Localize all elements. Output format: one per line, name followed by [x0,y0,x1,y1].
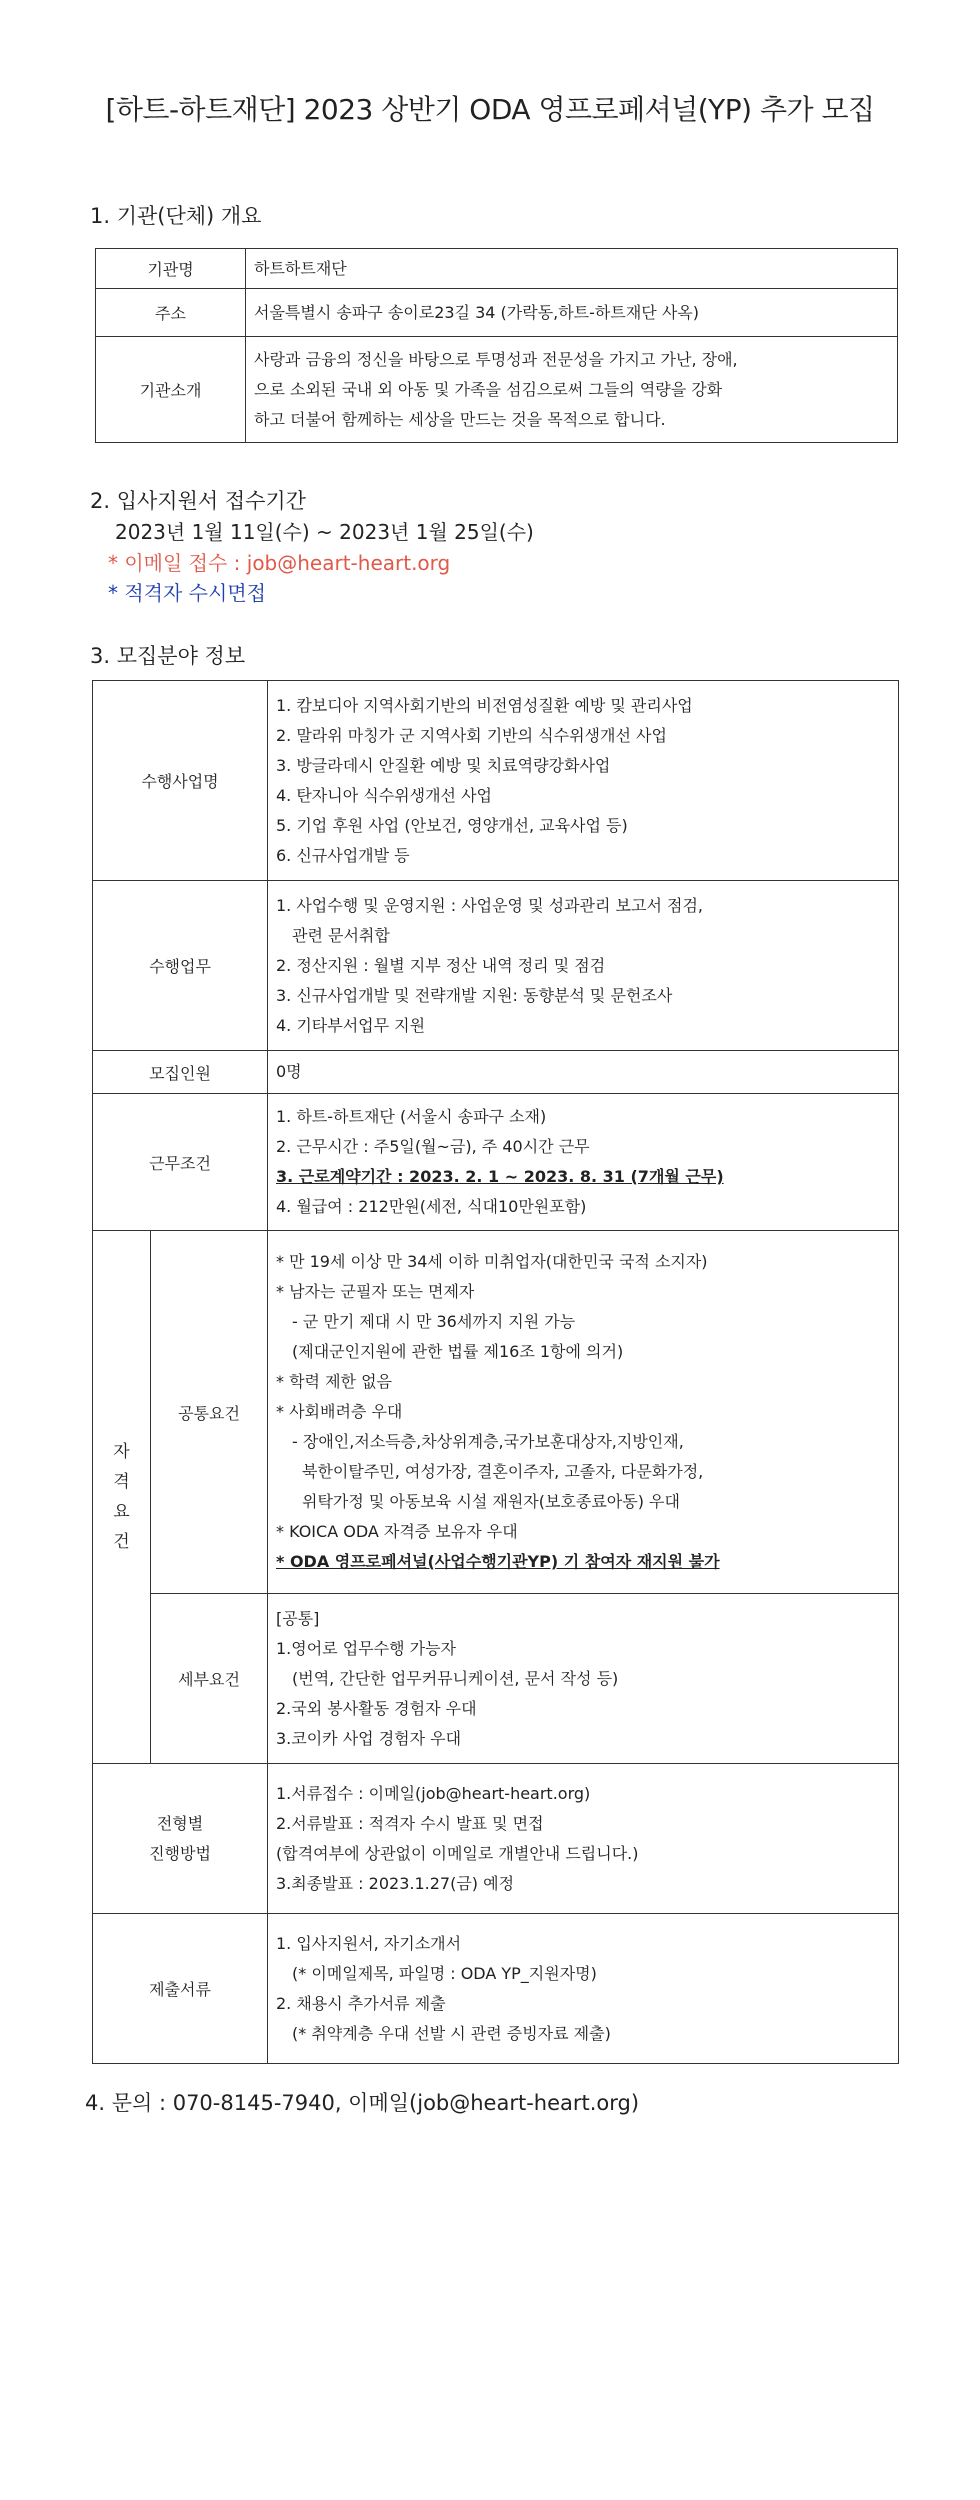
email-application-note: * 이메일 접수 : job@heart-heart.org [108,551,451,575]
org-row-intro [96,337,898,443]
interview-note: * 적격자 수시면접 [108,581,266,605]
org-address-value: 서울특별시 송파구 송이로23길 34 (가락동,하트-하트재단 사옥) [254,302,699,322]
process-label-line: 진행방법 [149,1843,211,1863]
duty-item: 1. 사업수행 및 운영지원 : 사업운영 및 성과관리 보고서 점검, [276,895,704,915]
inquiry-contact: 4. 문의 : 070-8145-7940, 이메일(job@heart-heart.org) [85,2091,640,2115]
detail-requirements-label: 세부요건 [151,1594,268,1764]
section-3-heading: 3. 모집분야 정보 [90,644,246,668]
duties-label: 수행업무 [93,881,268,1051]
organization-table [95,248,898,443]
document-item: (* 이메일제목, 파일명 : ODA YP_지원자명) [292,1963,597,1983]
reapplication-restriction: * ODA 영프로페셔널(사업수행기관YP) 기 참여자 재지원 불가 [276,1552,720,1571]
qualification-char: 자 [113,1442,130,1462]
duties-row [93,881,899,1051]
contract-period: 3. 근로계약기간 : 2023. 2. 1 ~ 2023. 8. 31 (7개월 근무) [276,1167,724,1186]
project-item: 6. 신규사업개발 등 [276,845,410,865]
common-requirement: * KOICA ODA 자격증 보유자 우대 [276,1522,518,1541]
common-requirements-label: 공통요건 [151,1231,268,1594]
recruitment-info-table [92,680,899,2064]
common-requirement: (제대군인지원에 관한 법률 제16조 1항에 의거) [292,1342,624,1361]
common-requirement: 북한이탈주민, 여성가장, 결혼이주자, 고졸자, 다문화가정, [302,1462,704,1481]
detail-requirement: 1.영어로 업무수행 가능자 [276,1638,456,1658]
common-requirement: * 남자는 군필자 또는 면제자 [276,1282,475,1301]
detail-requirement: 2.국외 봉사활동 경험자 우대 [276,1698,477,1718]
org-name-value: 하트하트재단 [254,258,347,278]
document-item: (* 취약계층 우대 선발 시 관련 증빙자료 제출) [292,2023,611,2043]
detail-requirement: 3.코이카 사업 경험자 우대 [276,1728,462,1748]
headcount-row [93,1051,899,1094]
duty-item: 3. 신규사업개발 및 전략개발 지원: 동향분석 및 문헌조사 [276,985,673,1005]
page-title: [하트-하트재단] 2023 상반기 ODA 영프로페셔널(YP) 추가 모집 [105,93,875,126]
common-requirement: * 사회배려층 우대 [276,1402,403,1421]
headcount-label: 모집인원 [93,1051,268,1094]
application-period: 2023년 1월 11일(수) ~ 2023년 1월 25일(수) [115,520,534,544]
org-row-name [96,249,898,289]
project-item: 4. 탄자니아 식수위생개선 사업 [276,785,492,805]
process-step: 1.서류접수 : 이메일(job@heart-heart.org) [276,1783,591,1803]
project-item: 5. 기업 후원 사업 (안보건, 영양개선, 교육사업 등) [276,815,628,835]
process-step: 2.서류발표 : 적격자 수시 발표 및 면접 [276,1813,544,1833]
common-requirement: * 학력 제한 없음 [276,1372,392,1391]
condition-item: 2. 근무시간 : 주5일(월~금), 주 40시간 근무 [276,1137,590,1156]
process-label-line: 전형별 [156,1813,204,1833]
common-requirement: - 군 만기 제대 시 만 36세까지 지원 가능 [292,1312,576,1331]
condition-item: 4. 월급여 : 212만원(세전, 식대10만원포함) [276,1197,587,1216]
org-name-label: 기관명 [96,249,246,289]
document-item: 1. 입사지원서, 자기소개서 [276,1933,462,1953]
headcount-value: 0명 [276,1062,302,1081]
documents-label: 제출서류 [93,1914,268,2064]
duty-item: 2. 정산지원 : 월별 지부 정산 내역 정리 및 점검 [276,955,606,975]
common-requirements-row [93,1231,899,1594]
org-intro-line: 하고 더불어 함께하는 세상을 만드는 것을 목적으로 합니다. [254,409,666,429]
org-address-label: 주소 [96,289,246,337]
common-requirement: - 장애인,저소득층,차상위계층,국가보훈대상자,지방인재, [292,1432,684,1451]
process-label [93,1764,268,1914]
process-step: 3.최종발표 : 2023.1.27(금) 예정 [276,1873,515,1893]
documents-row [93,1914,899,2064]
qualification-label [93,1231,151,1764]
detail-requirement: (번역, 간단한 업무커뮤니케이션, 문서 작성 등) [292,1668,619,1688]
qualification-char: 격 [113,1472,130,1492]
detail-requirement: [공통] [276,1608,320,1628]
org-row-address [96,289,898,337]
qualification-char: 건 [113,1532,130,1552]
condition-item: 1. 하트-하트재단 (서울시 송파구 소재) [276,1107,547,1126]
org-intro-line: 사랑과 금융의 정신을 바탕으로 투명성과 전문성을 가지고 가난, 장애, [254,349,738,369]
process-step: (합격여부에 상관없이 이메일로 개별안내 드립니다.) [276,1843,639,1863]
org-intro-line: 으로 소외된 국내 외 아동 및 가족을 섬김으로써 그들의 역량을 강화 [254,379,723,399]
section-2-heading: 2. 입사지원서 접수기간 [90,489,306,513]
duty-item: 관련 문서취합 [292,925,390,945]
project-item: 1. 캄보디아 지역사회기반의 비전염성질환 예방 및 관리사업 [276,695,693,715]
conditions-row [93,1094,899,1231]
org-intro-label: 기관소개 [96,337,246,443]
project-item: 3. 방글라데시 안질환 예방 및 치료역량강화사업 [276,755,611,775]
conditions-label: 근무조건 [93,1094,268,1231]
project-item: 2. 말라위 마칭가 군 지역사회 기반의 식수위생개선 사업 [276,725,667,745]
projects-row [93,681,899,881]
section-1-heading: 1. 기관(단체) 개요 [90,204,262,228]
document-item: 2. 채용시 추가서류 제출 [276,1993,446,2013]
common-requirement: 위탁가정 및 아동보육 시설 재원자(보호종료아동) 우대 [302,1492,680,1511]
qualification-char: 요 [113,1502,130,1522]
detail-requirements-row [93,1594,899,1764]
duty-item: 4. 기타부서업무 지원 [276,1015,426,1035]
common-requirement: * 만 19세 이상 만 34세 이하 미취업자(대한민국 국적 소지자) [276,1252,708,1271]
projects-label: 수행사업명 [93,681,268,881]
process-row [93,1764,899,1914]
